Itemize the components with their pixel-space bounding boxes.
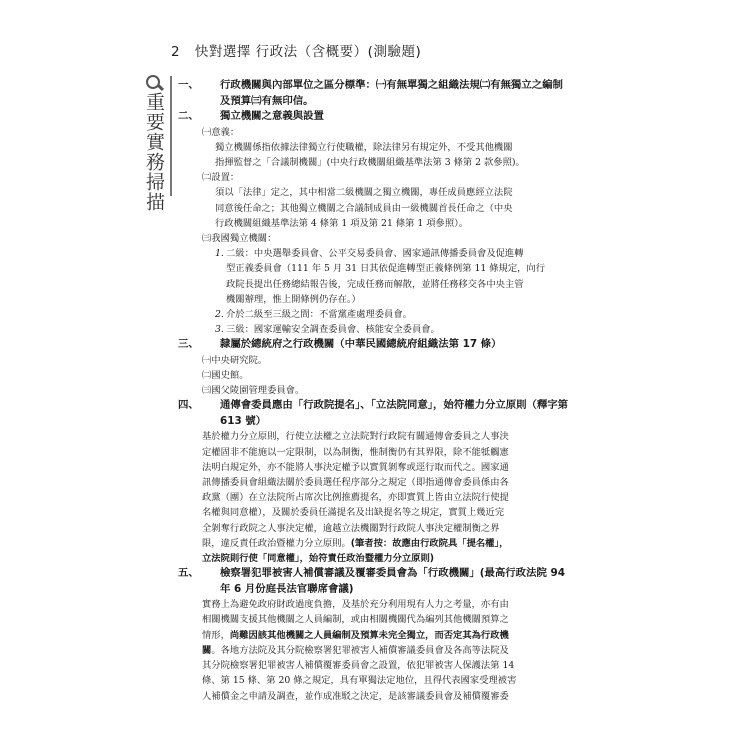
section-heading-4-cont — [178, 414, 570, 430]
section-heading-4 — [178, 398, 570, 414]
paragraph-line: 實務上為避免政府財政過度負擔，及基於充分利用現有人力之考量，亦有由 — [202, 599, 509, 611]
list-text: 介於二級至三級之間：不當黨產處理委員會。 — [226, 308, 412, 320]
list-number: 3. — [215, 324, 224, 336]
list-text-cont: 政院長提出任務總結報告後，完成任務而解散，並將任務移交各中央主管 — [226, 278, 524, 290]
paragraph-line — [178, 643, 570, 658]
side-tab — [139, 74, 169, 212]
author-note: (筆者按：故應由行政院具「提名權」， — [350, 537, 509, 549]
magnifier-icon — [143, 74, 165, 92]
section-title-cont: 年 6 月份庭長法官聯席會議) — [220, 582, 354, 595]
paragraph-line: 定權固非不能施以一定限制，以為制衡，惟制衡仍有其界限，除不能牴觸憲 — [202, 446, 509, 458]
section-title: 隸屬於總統府之行政機關（中華民國總統府組織法第 17 條） — [220, 338, 502, 351]
paragraph-line: 相關機關支援其他機關之人員編制，或由相關機關代為編列其他機關預算之 — [202, 614, 509, 626]
paragraph-line: 人補償金之申請及調查，並作成准駁之決定，是該審議委員會及補償覆審委 — [202, 690, 509, 702]
list-text: 二級：中央選舉委員會、公平交易委員會、國家通訊傳播委員會及促進轉 — [226, 248, 524, 260]
paragraph-line: 訊傳播委員會組織法關於委員選任程序部分之規定（即指通傳會委員係由各 — [202, 477, 509, 489]
list-item: ㈢國父陵園管理委員會。 — [202, 385, 305, 397]
paragraph-text: 限，違反責任政治暨權力分立原則。 — [202, 537, 351, 549]
paragraph-line: 名權與同意權），及關於委員任滿提名及出缺提名等之規定，實質上幾近完 — [202, 507, 505, 519]
paragraph-line — [178, 536, 570, 551]
section-number: 二、 — [178, 110, 199, 122]
page-number: 2 — [171, 44, 181, 60]
paragraph-line: 政黨（團）在立法院所占席次比例推薦提名，亦即實質上皆由立法院行使提 — [202, 492, 509, 504]
paragraph-line: 基於權力分立原則，行使立法權之立法院對行政院有關通傳會委員之人事決 — [202, 431, 509, 443]
paragraph-line: 同意後任命之；其他獨立機關之合議制成員由一級機關首長任命之（中央 — [215, 202, 513, 214]
section-title: 獨立機關之意義與設置 — [220, 110, 324, 122]
paragraph-line: 法明白規定外，亦不能將人事決定權予以實質剝奪或逕行取而代之。國家通 — [202, 461, 509, 473]
side-tab-label: 重要實務掃描 — [143, 92, 165, 212]
list-item — [178, 307, 570, 322]
subsection-label: ㈢我國獨立機關： — [202, 232, 277, 244]
paragraph-line: 其分院檢察署犯罪被害人補償覆審委員會之設置，依犯罪被害人保護法第 14 — [202, 660, 515, 672]
emphasis-text: 尚難因該其他機關之人員編制及預算未完全獨立，而否定其為行政機 — [229, 629, 509, 641]
section-number: 四、 — [178, 399, 199, 412]
section-number: 一、 — [178, 79, 199, 91]
book-title: 快對選擇 行政法（含概要）(測驗題) — [194, 44, 422, 60]
author-note-cont: 立法院則行使「同意權」，始符責任政治暨權力分立原則) — [202, 553, 435, 565]
list-number: 1. — [215, 248, 224, 260]
subsection-label: ㈡設置： — [202, 172, 240, 184]
paragraph-line: 指揮監督之「合議制機關」(中央行政機關組織基準法第 3 條第 2 款參照)。 — [215, 156, 525, 168]
section-heading-5-cont — [178, 582, 570, 598]
list-text: 三級：國家運輸安全調查委員會、核能安全委員會。 — [226, 324, 440, 336]
section-heading-5 — [178, 566, 570, 582]
list-item — [178, 246, 570, 261]
paragraph-text: 情形， — [202, 629, 230, 641]
page-content — [178, 78, 570, 704]
side-divider — [170, 76, 172, 196]
paragraph-line: 行政機關組織基準法第 4 條第 1 項及第 21 條第 1 項參照）。 — [215, 217, 469, 229]
list-text-cont: 機關辦理，惟上開條例仍存在。） — [226, 293, 361, 305]
list-item: ㈡國史館。 — [202, 370, 249, 382]
section-heading-3 — [178, 337, 570, 353]
emphasis-text: 關 — [202, 644, 212, 656]
paragraph-line: 獨立機關係指依據法律獨立行使職權，除法律另有規定外，不受其他機關 — [215, 141, 513, 153]
section-title: 檢察署犯罪被害人補償審議及覆審委員會為「行政機關」(最高行政法院 94 — [220, 567, 565, 580]
list-text-cont: 型正義委員會（111 年 5 月 31 日其依促進轉型正義條例第 11 條規定，向行 — [226, 263, 546, 275]
section-number: 五、 — [178, 567, 199, 580]
section-heading-1 — [178, 78, 570, 94]
section-title: 行政機關與內部單位之區分標準：㈠有無單獨之組織法規㈡有無獨立之編制 — [220, 79, 563, 91]
paragraph-text: 。各地方法院及其分院檢察署犯罪被害人補償審議委員會及各高等法院及 — [211, 644, 509, 656]
section-title: 通傳會委員應由「行政院提名」、「立法院同意」，始符權力分立原則（釋字第 — [220, 399, 569, 412]
list-item — [178, 322, 570, 337]
subsection-label: ㈠意義： — [202, 126, 240, 138]
list-item: ㈠中央研究院。 — [202, 354, 268, 366]
list-number: 2. — [215, 308, 224, 320]
section-heading-1-cont — [178, 94, 570, 110]
paragraph-line: 須以「法律」定之，其中相當二級機關之獨立機關，專任成員應經立法院 — [215, 187, 513, 199]
section-number: 三、 — [178, 338, 199, 351]
page-header — [171, 40, 421, 60]
section-title-cont: 及預算㈢有無印信。 — [220, 94, 314, 107]
paragraph-line: 條、第 15 條、第 20 條之規定，具有單獨法定地位，且得代表國家受理被害 — [202, 675, 517, 687]
section-heading-2 — [178, 109, 570, 125]
paragraph-line: 全剝奪行政院之人事決定權，逾越立法機關對行政院人事決定權制衡之界 — [202, 522, 500, 534]
section-title-cont: 613 號） — [220, 414, 267, 427]
paragraph-line — [178, 628, 570, 643]
